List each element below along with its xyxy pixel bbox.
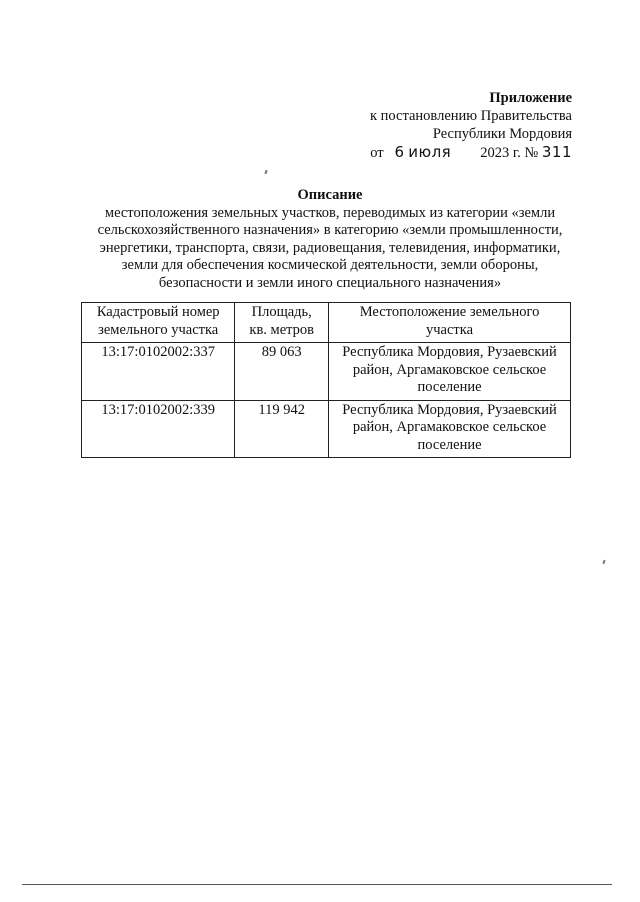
location-line-1: Республика Мордовия, Рузаевский xyxy=(342,401,557,418)
heading-line-4: земли для обеспечения космической деятельности, земли обороны, xyxy=(121,257,539,273)
table-header-row xyxy=(82,303,571,343)
heading-line-1: местоположения земельных участков, переводимых из категории «земли xyxy=(104,204,556,221)
location-line-2: район, Аргамаковское сельское xyxy=(352,361,547,378)
table-row xyxy=(82,343,571,401)
cell-cadastral-number: 13:17:0102002:337 xyxy=(82,343,235,401)
header-location-line-2: участка xyxy=(426,321,474,338)
heading-line-5: безопасности и земли иного специального назначения» xyxy=(158,274,502,291)
appendix-title: Приложение xyxy=(489,90,572,106)
header-area-line-2: кв. метров xyxy=(249,321,315,338)
location-line-3: поселение xyxy=(417,379,482,395)
header-area-line-1: Площадь, xyxy=(251,304,312,320)
scan-speck xyxy=(264,170,267,174)
header-area xyxy=(235,303,329,343)
location-line-3: поселение xyxy=(417,436,482,453)
cell-area: 89 063 xyxy=(235,343,329,401)
land-plots-table xyxy=(81,302,571,458)
date-year: 2023 г. № xyxy=(480,145,539,161)
appendix-date-line xyxy=(312,143,572,162)
heading-line-3: энергетики, транспорта, связи, радиовещания, телевидения, информатики, xyxy=(99,239,561,256)
cell-location xyxy=(329,400,571,458)
date-day: 6 xyxy=(394,143,405,161)
decree-number: 311 xyxy=(541,143,572,161)
cell-location xyxy=(329,343,571,401)
heading-title: Описание xyxy=(297,187,363,203)
location-line-1: Республика Мордовия, Рузаевский xyxy=(342,344,557,360)
appendix-line-1: к постановлению Правительства xyxy=(370,108,572,124)
date-prefix: от xyxy=(370,145,384,161)
document-heading xyxy=(80,187,580,292)
appendix-block xyxy=(312,89,572,162)
header-cadastral-number xyxy=(82,303,235,343)
date-month: июля xyxy=(408,143,452,161)
header-location xyxy=(329,303,571,343)
header-cadastral-line-1: Кадастровый номер xyxy=(96,304,220,320)
cell-cadastral-number: 13:17:0102002:339 xyxy=(82,400,235,458)
scan-speck xyxy=(602,560,605,564)
header-cadastral-line-2: земельного участка xyxy=(98,321,219,338)
header-location-line-1: Местоположение земельного xyxy=(359,304,540,320)
table-row xyxy=(82,400,571,458)
location-line-2: район, Аргамаковское сельское xyxy=(352,419,547,435)
page-bottom-rule xyxy=(22,884,612,885)
appendix-line-2: Республики Мордовия xyxy=(432,126,572,142)
cell-area: 119 942 xyxy=(235,400,329,458)
heading-line-2: сельскохозяйственного назначения» в категорию «земли промышленности, xyxy=(97,222,563,238)
